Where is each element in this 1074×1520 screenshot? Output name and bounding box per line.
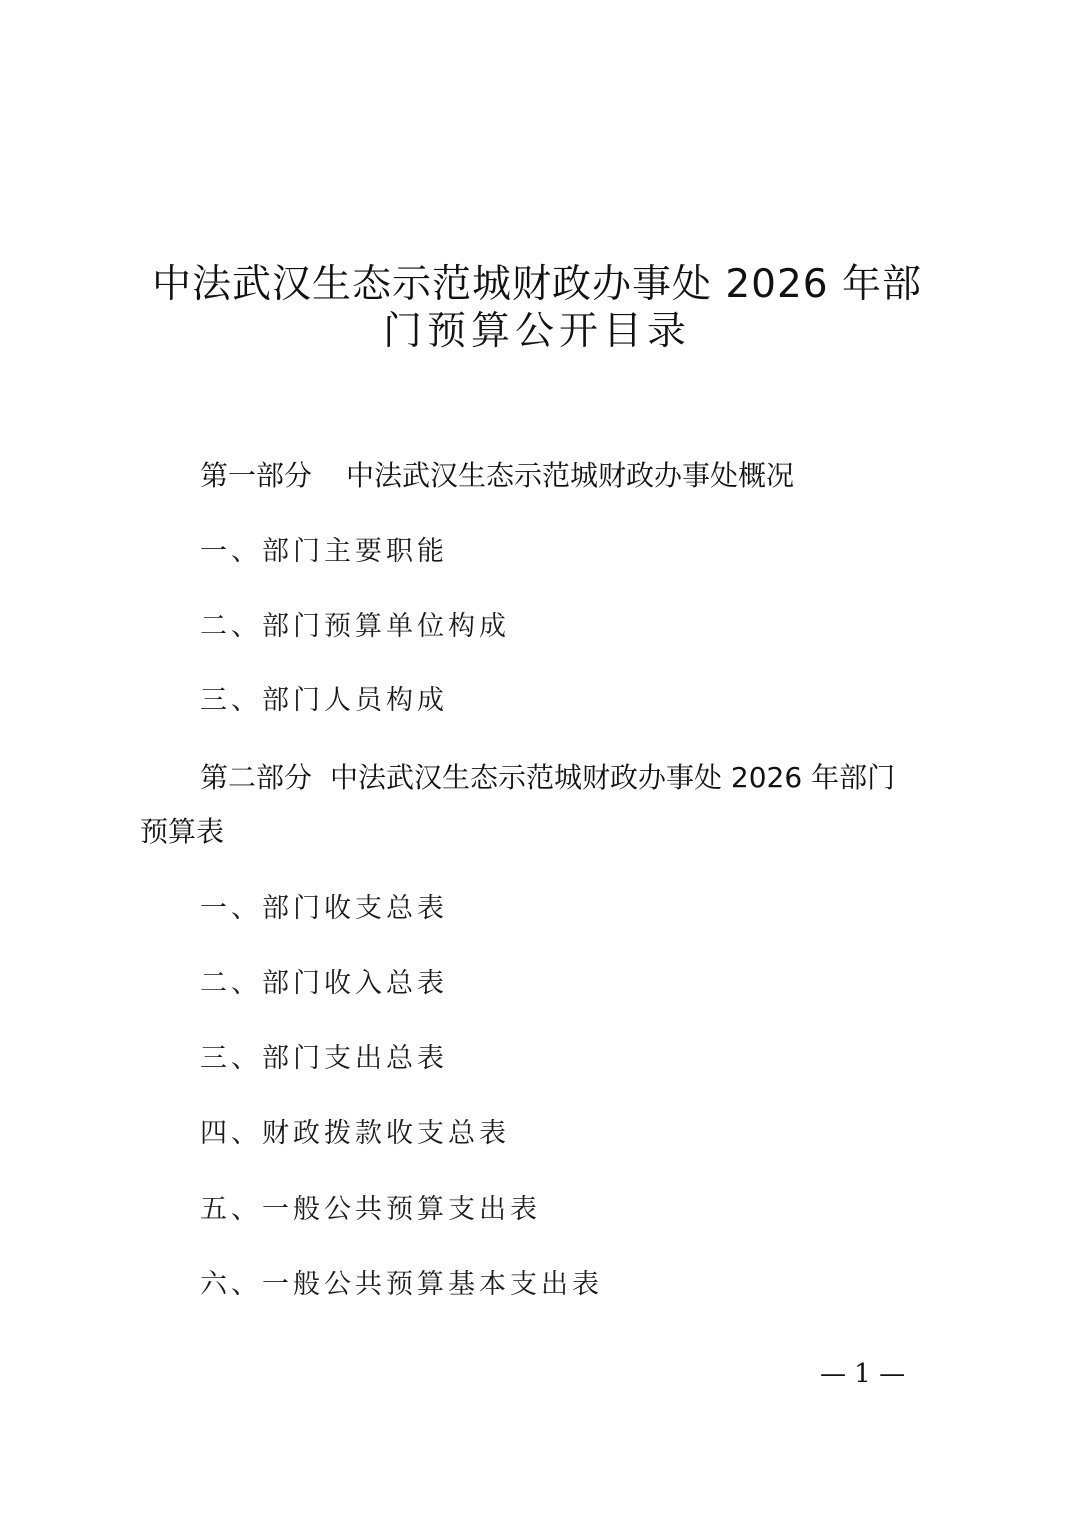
part1-item-1: 一、部门主要职能 [200, 536, 448, 567]
part1-item-3: 三、部门人员构成 [200, 685, 448, 716]
part2-heading-line [200, 758, 895, 798]
part1-item-2: 二、部门预算单位构成 [200, 611, 510, 642]
part2-item-5: 五、一般公共预算支出表 [200, 1194, 541, 1225]
part2-item-2: 二、部门收入总表 [200, 968, 448, 999]
part2-item-4: 四、财政拨款收支总表 [200, 1118, 510, 1149]
part2-label: 第二部分 [200, 761, 313, 794]
part2-name-line-1: 中法武汉生态示范城财政办事处 2026 年部门 [330, 761, 896, 794]
document-title-line-1: 中法武汉生态示范城财政办事处 2026 年部 [151, 262, 923, 307]
page-number: — 1 — [820, 1359, 906, 1389]
part1-heading-line [200, 456, 794, 496]
part2-item-6: 六、一般公共预算基本支出表 [200, 1269, 603, 1300]
part1-name: 中法武汉生态示范城财政办事处概况 [346, 459, 795, 492]
part2-item-1: 一、部门收支总表 [200, 893, 448, 924]
document-title-line-2: 门预算公开目录 [382, 309, 691, 354]
part2-name-line-2: 预算表 [140, 815, 225, 848]
part1-label: 第一部分 [200, 459, 313, 492]
part2-item-3: 三、部门支出总表 [200, 1043, 448, 1074]
